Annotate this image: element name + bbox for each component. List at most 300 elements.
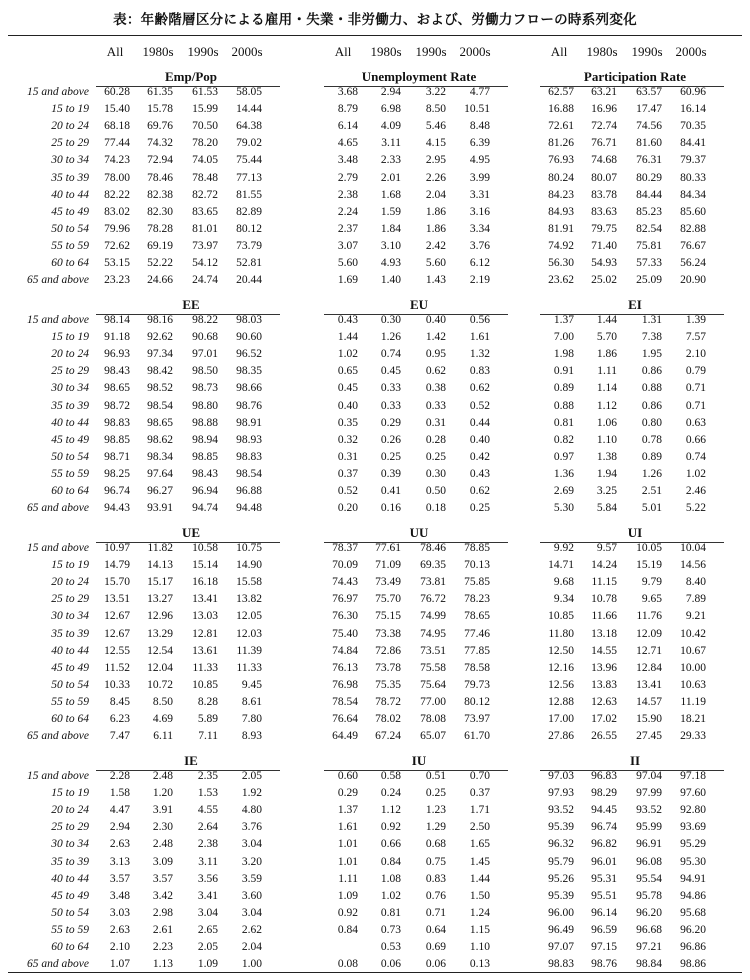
table-cell: 2.35 [197, 770, 218, 782]
row-label: 50 to 54 [51, 678, 89, 691]
table-cell: 81.60 [636, 137, 662, 150]
table-cell: 0.29 [337, 787, 358, 800]
table-cell: 11.82 [147, 542, 173, 554]
table-cell: 97.18 [680, 770, 706, 782]
table-cell: 0.18 [425, 502, 446, 515]
table-cell: 71.09 [375, 559, 401, 572]
table-cell: 74.95 [420, 627, 446, 640]
table-cell: 1.37 [337, 804, 358, 817]
table-cell: 97.03 [548, 770, 574, 782]
table-cell: 6.98 [380, 103, 401, 116]
table-cell: 74.84 [332, 644, 358, 657]
table-cell: 96.91 [636, 838, 662, 851]
table-cell: 98.93 [236, 433, 262, 446]
table-cell: 11.33 [236, 661, 262, 674]
table-cell: 73.97 [464, 713, 490, 725]
table-cell: 95.68 [680, 906, 706, 919]
table-cell: 94.91 [680, 872, 706, 885]
table-cell: 98.14 [104, 314, 130, 326]
table-cell: 0.83 [425, 872, 446, 885]
table-cell: 0.33 [380, 382, 401, 395]
table-cell: 0.06 [425, 958, 446, 971]
table-cell: 3.57 [152, 872, 173, 885]
table-cell: 0.33 [425, 399, 446, 412]
table-cell: 0.52 [337, 485, 358, 497]
table-cell: 4.47 [109, 804, 130, 817]
table-cell: 1.12 [596, 399, 617, 412]
table-cell: 0.40 [469, 433, 490, 446]
table-cell: 95.39 [548, 821, 574, 834]
table-cell: 0.74 [380, 348, 401, 361]
table-cell: 13.82 [236, 593, 262, 606]
row-label: 55 to 59 [51, 695, 89, 708]
table-cell: 11.15 [591, 576, 617, 589]
table-cell: 78.85 [464, 542, 490, 554]
table-cell: 12.56 [548, 678, 574, 691]
row-label: 60 to 64 [51, 485, 89, 497]
table-cell: 93.91 [147, 502, 173, 515]
table-cell: 8.50 [425, 103, 446, 116]
table-cell: 14.55 [591, 644, 617, 657]
table-cell: 0.43 [337, 314, 358, 326]
table-cell: 17.47 [636, 103, 662, 116]
table-cell: 4.95 [469, 154, 490, 167]
table-cell: 98.72 [104, 399, 130, 412]
table-cell: 1.10 [596, 433, 617, 446]
table-cell: 0.65 [337, 365, 358, 378]
table-cell: 3.31 [469, 188, 490, 201]
table-cell: 1.24 [469, 906, 490, 919]
table-cell: 85.23 [636, 205, 662, 218]
table-cell: 1.11 [338, 872, 358, 885]
table-cell: 96.08 [636, 855, 662, 868]
table-cell: 61.53 [192, 86, 218, 98]
table-cell: 98.76 [236, 399, 262, 412]
table-cell: 98.83 [548, 958, 574, 971]
table-cell: 0.80 [641, 416, 662, 429]
table-cell: 0.32 [337, 433, 358, 446]
table-cell: 78.23 [464, 593, 490, 606]
table-cell: 3.25 [596, 485, 617, 497]
table-cell: 0.60 [337, 770, 358, 782]
table-cell: 11.33 [192, 661, 218, 674]
table-cell: 0.86 [641, 365, 662, 378]
table-cell: 96.93 [104, 348, 130, 361]
column-header: 1990s [187, 44, 219, 59]
column-header: All [334, 44, 352, 59]
table-cell: 1.92 [241, 787, 262, 800]
table-cell: 76.93 [548, 154, 574, 167]
table-cell: 9.92 [553, 542, 574, 554]
table-cell: 11.39 [236, 644, 262, 657]
table-cell: 2.98 [152, 906, 173, 919]
table-cell: 4.69 [152, 713, 173, 725]
row-label: 15 and above [27, 770, 89, 782]
table-cell: 13.41 [192, 593, 218, 606]
table-cell: 98.85 [104, 433, 130, 446]
table-cell: 76.67 [680, 239, 706, 252]
table-cell: 97.99 [636, 787, 662, 800]
table-cell: 3.04 [241, 838, 262, 851]
row-label: 20 to 24 [51, 348, 89, 361]
column-header: 1990s [415, 44, 447, 59]
table-cell: 74.99 [420, 610, 446, 623]
column-header: 1980s [586, 44, 618, 59]
table-cell: 6.11 [153, 730, 173, 743]
table-cell: 1.37 [553, 314, 574, 326]
row-label: 45 to 49 [51, 433, 89, 446]
table-cell: 78.65 [464, 610, 490, 623]
row-label: 30 to 34 [51, 154, 89, 167]
table-cell: 98.83 [236, 450, 262, 463]
table-cell: 29.33 [680, 730, 706, 743]
table-cell: 20.90 [680, 274, 706, 287]
table-cell: 5.70 [596, 331, 617, 344]
table-cell: 0.71 [425, 906, 446, 919]
table-cell: 98.03 [236, 314, 262, 326]
panel-title: EU [409, 297, 429, 312]
table-cell: 96.20 [636, 906, 662, 919]
table-cell: 4.80 [241, 804, 262, 817]
table-cell: 3.99 [469, 171, 490, 184]
table-cell: 0.82 [553, 433, 574, 446]
table-cell: 10.00 [680, 661, 706, 674]
table-cell: 79.96 [104, 222, 130, 235]
table-cell: 0.71 [685, 399, 706, 412]
table-cell: 98.91 [236, 416, 262, 429]
row-label: 65 and above [27, 502, 89, 515]
table-cell: 17.02 [591, 713, 617, 725]
table-cell: 3.60 [241, 889, 262, 902]
table-cell: 15.70 [104, 576, 130, 589]
table-cell: 93.52 [636, 804, 662, 817]
table-cell: 0.31 [425, 416, 446, 429]
table-cell: 10.85 [192, 678, 218, 691]
table-cell: 96.20 [680, 923, 706, 936]
table-cell: 6.14 [337, 120, 358, 133]
table-cell: 1.98 [553, 348, 574, 361]
table-cell: 16.88 [548, 103, 574, 116]
table-cell: 72.86 [375, 644, 401, 657]
table-cell: 75.35 [375, 678, 401, 691]
table-cell: 93.69 [680, 821, 706, 834]
table-cell: 8.79 [337, 103, 358, 116]
table-cell: 5.30 [553, 502, 574, 515]
table-cell: 1.26 [641, 467, 662, 480]
table-cell: 4.65 [337, 137, 358, 150]
table-cell: 84.34 [680, 188, 706, 201]
table-cell: 96.59 [591, 923, 617, 936]
table-cell: 5.89 [197, 713, 218, 725]
table-cell: 3.76 [469, 239, 490, 252]
table-cell: 12.67 [104, 627, 130, 640]
table-cell: 98.43 [192, 467, 218, 480]
table-cell: 98.54 [236, 467, 262, 480]
table-cell: 16.96 [591, 103, 617, 116]
table-cell: 9.79 [641, 576, 662, 589]
table-cell: 15.78 [147, 103, 173, 116]
table-cell: 96.83 [591, 770, 617, 782]
table-cell: 1.00 [241, 958, 262, 971]
table-cell: 76.72 [420, 593, 446, 606]
table-cell: 63.21 [591, 86, 617, 98]
table-cell: 1.29 [425, 821, 446, 834]
table-cell: 76.97 [332, 593, 358, 606]
table-cell: 15.19 [636, 559, 662, 572]
table-cell: 56.24 [680, 257, 706, 269]
column-header: 1990s [631, 44, 663, 59]
table-cell: 13.03 [192, 610, 218, 623]
table-cell: 83.02 [104, 205, 130, 218]
table-cell: 12.88 [548, 695, 574, 708]
table-cell: 96.00 [548, 906, 574, 919]
table-cell: 0.97 [553, 450, 574, 463]
table-cell: 73.79 [236, 239, 262, 252]
table-cell: 13.29 [147, 627, 173, 640]
row-label: 40 to 44 [51, 188, 89, 201]
table-cell: 7.00 [553, 331, 574, 344]
table-cell: 3.11 [381, 137, 401, 150]
table-cell: 98.43 [104, 365, 130, 378]
table-cell: 1.20 [152, 787, 173, 800]
table-cell: 72.94 [147, 154, 173, 167]
table-cell: 3.03 [109, 906, 130, 919]
row-label: 20 to 24 [51, 804, 89, 817]
table-cell: 3.22 [425, 86, 446, 98]
table-cell: 77.85 [464, 644, 490, 657]
table-cell: 0.68 [425, 838, 446, 851]
table-cell: 98.94 [192, 433, 218, 446]
row-label: 50 to 54 [51, 450, 89, 463]
table-cell: 10.75 [236, 542, 262, 554]
table-cell: 73.97 [192, 239, 218, 252]
table-cell: 0.45 [337, 382, 358, 395]
table-cell: 61.70 [464, 730, 490, 743]
table-cell: 82.30 [147, 205, 173, 218]
row-label: 55 to 59 [51, 239, 89, 252]
table-cell: 7.47 [109, 730, 130, 743]
table-cell: 2.01 [380, 171, 401, 184]
table-cell: 69.35 [420, 559, 446, 572]
table-cell: 0.75 [425, 855, 446, 868]
table-cell: 81.26 [548, 137, 574, 150]
table-cell: 1.86 [596, 348, 617, 361]
row-label: 15 to 19 [51, 559, 89, 572]
panel-title: Unemployment Rate [361, 69, 477, 84]
table-cell: 9.45 [241, 678, 262, 691]
table-cell: 97.01 [192, 348, 218, 361]
table-cell: 3.42 [152, 889, 173, 902]
table-cell: 20.44 [236, 274, 262, 287]
row-label: 20 to 24 [51, 120, 89, 133]
table-cell: 13.51 [104, 593, 130, 606]
table-cell: 9.34 [553, 593, 574, 606]
table-cell: 98.86 [680, 958, 706, 971]
table-cell: 12.04 [147, 661, 173, 674]
table-cell: 10.63 [680, 678, 706, 691]
table-cell: 0.73 [380, 923, 401, 936]
table-cell: 52.81 [236, 257, 262, 269]
table-cell: 64.49 [332, 730, 358, 743]
table-cell: 1.61 [337, 821, 358, 834]
table-cell: 0.37 [337, 467, 358, 480]
row-label: 50 to 54 [51, 222, 89, 235]
table-cell: 10.97 [104, 542, 130, 554]
table-cell: 10.58 [192, 542, 218, 554]
table-cell: 96.86 [680, 941, 706, 953]
table-cell: 79.37 [680, 154, 706, 167]
table-cell: 78.20 [192, 137, 218, 150]
table-cell: 2.24 [337, 205, 358, 218]
table-cell: 2.30 [152, 821, 173, 834]
table-cell: 2.48 [152, 838, 173, 851]
table-cell: 0.30 [380, 314, 401, 326]
table-cell: 1.07 [109, 958, 130, 971]
column-header: 2000s [231, 44, 263, 59]
table-cell: 94.86 [680, 889, 706, 902]
column-header: All [106, 44, 124, 59]
table-cell: 96.52 [236, 348, 262, 361]
table-cell: 0.62 [469, 485, 490, 497]
table-cell: 95.30 [680, 855, 706, 868]
table-cell: 98.73 [192, 382, 218, 395]
table-cell: 11.19 [680, 695, 706, 708]
table-cell: 14.57 [636, 695, 662, 708]
table-cell: 12.50 [548, 644, 574, 657]
table-cell: 97.60 [680, 787, 706, 800]
table-cell: 7.80 [241, 713, 262, 725]
table-cell: 0.50 [425, 485, 446, 497]
table-cell: 96.94 [192, 485, 218, 497]
table-cell: 73.78 [375, 661, 401, 674]
table-cell: 75.81 [636, 239, 662, 252]
table-cell: 0.89 [641, 450, 662, 463]
table-cell: 76.30 [332, 610, 358, 623]
table-cell: 5.46 [425, 120, 446, 133]
table-cell: 4.77 [469, 86, 490, 98]
table-cell: 0.52 [469, 399, 490, 412]
table-cell: 3.11 [198, 855, 218, 868]
table-cell: 10.67 [680, 644, 706, 657]
table-cell: 0.88 [553, 399, 574, 412]
table-cell: 0.78 [641, 433, 662, 446]
table-cell: 4.09 [380, 120, 401, 133]
table-cell: 61.35 [147, 86, 173, 98]
table-cell: 96.74 [104, 485, 130, 497]
table-cell: 12.63 [591, 695, 617, 708]
column-header: 1980s [370, 44, 402, 59]
panel-title: IU [411, 753, 427, 768]
table-cell: 1.43 [425, 274, 446, 287]
table-cell: 3.07 [337, 239, 358, 252]
table-cell: 98.50 [192, 365, 218, 378]
row-label: 35 to 39 [51, 627, 89, 640]
table-cell: 74.32 [147, 137, 173, 150]
table-cell: 1.11 [597, 365, 617, 378]
table-cell: 0.26 [380, 433, 401, 446]
row-label: 35 to 39 [51, 171, 89, 184]
row-label: 40 to 44 [51, 872, 89, 885]
table-cell: 74.68 [591, 154, 617, 167]
table-cell: 78.54 [332, 695, 358, 708]
table-cell: 10.85 [548, 610, 574, 623]
table-cell: 14.71 [548, 559, 574, 572]
table-cell: 71.40 [591, 239, 617, 252]
table-cell: 3.34 [469, 222, 490, 235]
table-cell: 15.58 [236, 576, 262, 589]
table-cell: 0.58 [380, 770, 401, 782]
table-cell: 81.55 [236, 188, 262, 201]
row-label: 25 to 29 [51, 365, 89, 378]
table-cell: 1.44 [469, 872, 490, 885]
table-cell: 0.89 [553, 382, 574, 395]
table-cell: 2.05 [197, 941, 218, 953]
table-cell: 1.44 [596, 314, 617, 326]
table-cell: 27.45 [636, 730, 662, 743]
row-label: 15 to 19 [51, 787, 89, 800]
table-cell: 1.65 [469, 838, 490, 851]
table-cell: 14.90 [236, 559, 262, 572]
table-cell: 78.46 [420, 542, 446, 554]
table-cell: 2.23 [152, 941, 173, 953]
table-cell: 74.92 [548, 239, 574, 252]
table-cell: 3.76 [241, 821, 262, 834]
table-cell: 98.22 [192, 314, 218, 326]
table-cell: 5.60 [337, 257, 358, 269]
table-cell: 2.33 [380, 154, 401, 167]
table-cell: 0.06 [380, 958, 401, 971]
table-cell: 3.48 [337, 154, 358, 167]
table-cell: 82.72 [192, 188, 218, 201]
table-cell: 3.59 [241, 872, 262, 885]
table-cell: 78.08 [420, 713, 446, 725]
table-cell: 75.44 [236, 154, 262, 167]
table-cell: 77.13 [236, 171, 262, 184]
table-cell: 62.57 [548, 86, 574, 98]
table-cell: 83.78 [591, 188, 617, 201]
top-rule [8, 35, 742, 36]
table-cell: 78.58 [464, 661, 490, 674]
table-cell: 83.63 [591, 205, 617, 218]
table-cell: 0.74 [685, 450, 706, 463]
table-cell: 12.96 [147, 610, 173, 623]
table-cell: 2.38 [337, 188, 358, 201]
table-cell: 8.50 [152, 695, 173, 708]
table-cell: 15.40 [104, 103, 130, 116]
table-cell: 98.83 [104, 416, 130, 429]
table-cell: 13.27 [147, 593, 173, 606]
table-cell: 1.84 [380, 222, 401, 235]
table-cell: 0.24 [380, 787, 401, 800]
table-cell: 0.91 [553, 365, 574, 378]
table-cell: 1.61 [469, 331, 490, 344]
table-cell: 0.84 [380, 855, 401, 868]
table-cell: 13.83 [591, 678, 617, 691]
row-label: 50 to 54 [51, 906, 89, 919]
table-cell: 2.37 [337, 222, 358, 235]
table-cell: 82.22 [104, 188, 130, 201]
table-cell: 0.43 [469, 467, 490, 480]
table-cell: 2.95 [425, 154, 446, 167]
table-cell: 73.81 [420, 576, 446, 589]
table-cell: 85.60 [680, 205, 706, 218]
table-cell: 77.44 [104, 137, 130, 150]
table-cell: 25.02 [591, 274, 617, 287]
table-cell: 94.43 [104, 502, 130, 515]
table-cell: 18.21 [680, 713, 706, 725]
table-cell: 3.09 [152, 855, 173, 868]
table-cell: 9.21 [685, 610, 706, 623]
